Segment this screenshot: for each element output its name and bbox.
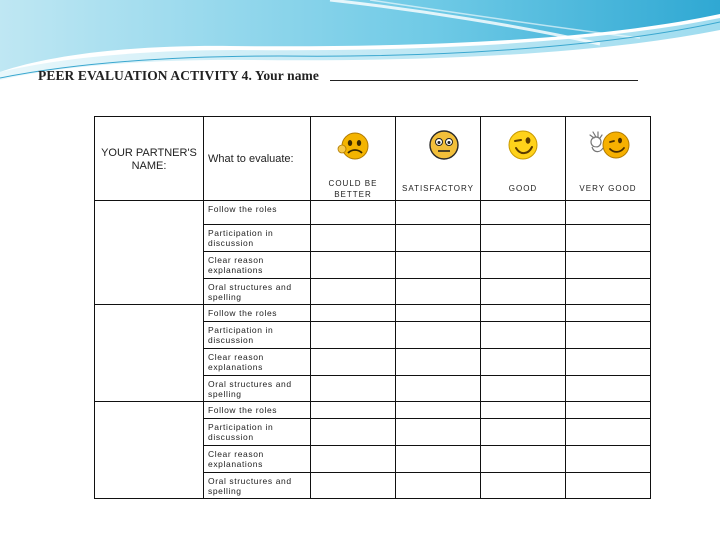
rating-cell[interactable]: [311, 225, 396, 252]
peer-evaluation-table: [94, 116, 651, 499]
rating-cell[interactable]: [481, 322, 566, 349]
rating-cell[interactable]: [566, 201, 651, 225]
rating-col-good: [481, 117, 566, 201]
criterion-cell: Follow the roles: [204, 305, 311, 322]
rating-cell[interactable]: [566, 446, 651, 473]
criterion-cell: Follow the roles: [204, 402, 311, 419]
criterion-cell: Oral structures and spelling: [204, 279, 311, 305]
rating-cell[interactable]: [396, 252, 481, 279]
rating-cell[interactable]: [311, 322, 396, 349]
rating-cell[interactable]: [396, 305, 481, 322]
rating-cell[interactable]: [566, 473, 651, 499]
rating-cell[interactable]: [566, 402, 651, 419]
rating-cell[interactable]: [481, 473, 566, 499]
neutral-face-icon: [426, 127, 462, 163]
rating-cell[interactable]: [311, 419, 396, 446]
rating-col-very-good: [566, 117, 651, 201]
rating-cell[interactable]: [396, 376, 481, 402]
rating-cell[interactable]: [311, 473, 396, 499]
rating-cell[interactable]: [311, 279, 396, 305]
rating-cell[interactable]: [311, 446, 396, 473]
rating-cell[interactable]: [311, 305, 396, 322]
rating-cell[interactable]: [396, 402, 481, 419]
rating-label-could-be-better: COULD BE BETTER: [328, 179, 378, 199]
partner-name-header: YOUR PARTNER'S NAME:: [95, 117, 204, 201]
rating-cell[interactable]: [311, 349, 396, 376]
rating-cell[interactable]: [396, 473, 481, 499]
criterion-cell: Follow the roles: [204, 201, 311, 225]
criterion-cell: Clear reason explanations: [204, 349, 311, 376]
criterion-cell: Oral structures and spelling: [204, 473, 311, 499]
rating-label-very-good: VERY GOOD: [579, 184, 637, 193]
table-row: [95, 201, 651, 225]
rating-cell[interactable]: [481, 419, 566, 446]
rating-col-satisfactory: [396, 117, 481, 201]
rating-cell[interactable]: [311, 252, 396, 279]
what-to-evaluate-header: What to evaluate:: [204, 117, 311, 201]
partner-name-cell-3[interactable]: [95, 402, 204, 499]
rating-label-satisfactory: SATISFACTORY: [401, 184, 474, 193]
criterion-cell: Clear reason explanations: [204, 252, 311, 279]
rating-cell[interactable]: [396, 446, 481, 473]
rating-cell[interactable]: [566, 322, 651, 349]
rating-cell[interactable]: [311, 402, 396, 419]
rating-cell[interactable]: [311, 376, 396, 402]
rating-cell[interactable]: [566, 252, 651, 279]
rating-cell[interactable]: [481, 446, 566, 473]
rating-cell[interactable]: [396, 322, 481, 349]
rating-label-good: GOOD: [508, 184, 538, 193]
rating-cell[interactable]: [481, 349, 566, 376]
criterion-cell: Participation in discussion: [204, 322, 311, 349]
rating-cell[interactable]: [566, 349, 651, 376]
criterion-cell: Oral structures and spelling: [204, 376, 311, 402]
criterion-cell: Participation in discussion: [204, 419, 311, 446]
rating-cell[interactable]: [396, 225, 481, 252]
name-blank-line[interactable]: [330, 80, 638, 81]
winking-face-icon: [505, 127, 541, 163]
rating-cell[interactable]: [481, 225, 566, 252]
rating-cell[interactable]: [566, 305, 651, 322]
table-row: [95, 402, 651, 419]
rating-col-could-be-better: [311, 117, 396, 201]
worried-face-icon: [333, 129, 373, 165]
rating-cell[interactable]: [481, 376, 566, 402]
criterion-cell: Participation in discussion: [204, 225, 311, 252]
rating-cell[interactable]: [396, 419, 481, 446]
rating-cell[interactable]: [396, 201, 481, 225]
table-row: [95, 305, 651, 322]
partner-name-cell-2[interactable]: [95, 305, 204, 402]
criterion-cell: Clear reason explanations: [204, 446, 311, 473]
header-row: [95, 117, 651, 201]
ok-hand-face-icon: [584, 127, 632, 163]
rating-cell[interactable]: [566, 376, 651, 402]
rating-cell[interactable]: [481, 402, 566, 419]
rating-cell[interactable]: [566, 419, 651, 446]
rating-cell[interactable]: [311, 201, 396, 225]
rating-cell[interactable]: [396, 349, 481, 376]
rating-cell[interactable]: [481, 279, 566, 305]
rating-cell[interactable]: [481, 201, 566, 225]
rating-cell[interactable]: [566, 225, 651, 252]
page-title: PEER EVALUATION ACTIVITY 4. Your name: [38, 68, 319, 83]
rating-cell[interactable]: [481, 252, 566, 279]
rating-cell[interactable]: [396, 279, 481, 305]
rating-cell[interactable]: [566, 279, 651, 305]
partner-name-cell-1[interactable]: [95, 201, 204, 305]
rating-cell[interactable]: [481, 305, 566, 322]
